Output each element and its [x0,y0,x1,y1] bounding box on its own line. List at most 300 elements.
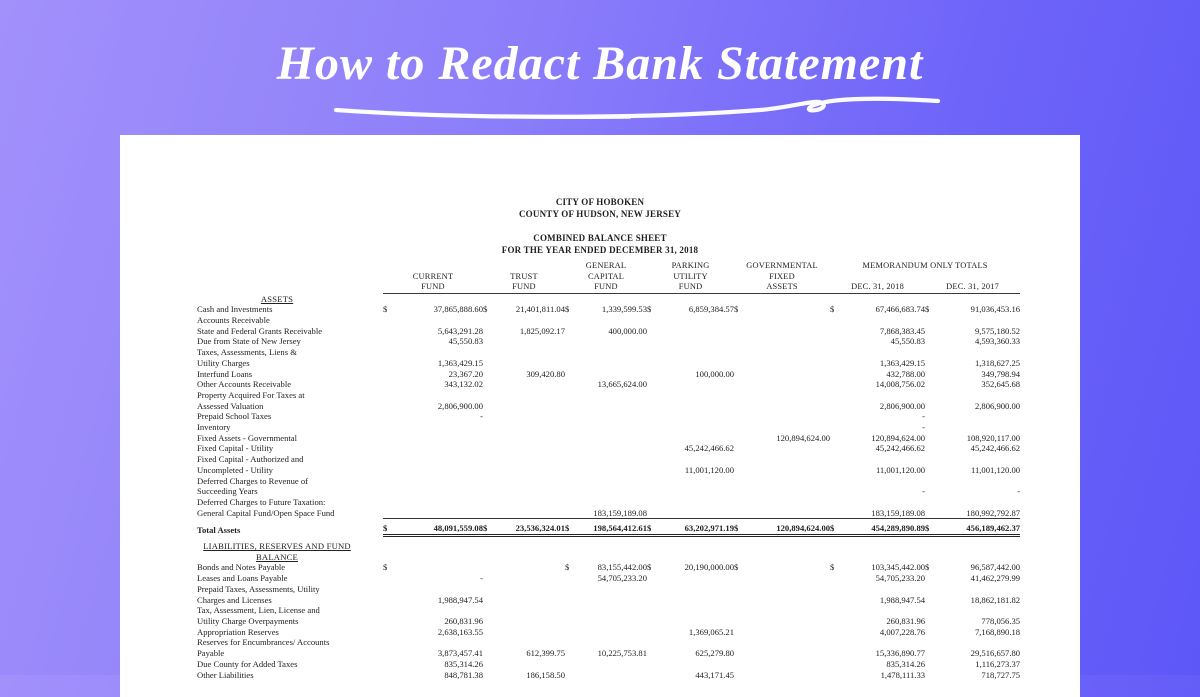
table-row [197,476,1020,487]
cell-value [499,336,565,347]
cell-value: 45,242,466.62 [875,443,926,454]
dollar-sign [734,637,750,648]
dollar-sign [830,637,846,648]
table-body [197,294,1020,681]
row-label: Due County for Added Taxes [197,658,298,669]
column-header: CURRENT [412,271,454,281]
dollar-sign [383,347,399,358]
row-label: Fixed Assets - Governmental [197,432,298,443]
cell-value: 778,056.35 [981,616,1021,626]
dollar-sign [734,315,750,326]
dollar-sign [565,401,581,412]
dollar-sign [830,390,846,401]
dollar-sign [565,595,581,606]
row-label: General Capital Fund/Open Space Fund [197,508,335,519]
dollar-sign [647,497,663,508]
section-heading: ASSETS [260,293,294,304]
dollar-sign [565,648,581,659]
dollar-sign [830,422,846,433]
dollar-sign [830,605,846,616]
dollar-sign [734,358,750,369]
cell-value [750,443,830,454]
balance-sheet-table [197,261,1020,680]
dollar-sign [565,369,581,380]
table-row [197,304,1020,315]
cell-value [846,347,925,358]
cell-value [663,454,734,465]
dollar-sign [734,486,750,497]
dollar-sign [565,605,581,616]
dollar-sign [483,326,499,337]
dollar-sign [734,422,750,433]
cell-value [581,315,647,326]
dollar-sign: $ [565,562,570,573]
cell-value [663,595,734,606]
cell-value [750,648,830,659]
cell-value: 20,190,000.00 [684,562,735,573]
table-row [197,347,1020,358]
dollar-sign: $ [734,562,739,573]
cell-value [846,497,925,508]
cell-value [581,497,647,508]
column-header: DEC. 31, 2018 [830,282,925,293]
row-label: Deferred Charges to Future Taxation: [197,496,326,507]
memo-header: MEMORANDUM ONLY TOTALS [862,261,988,270]
column-header: TRUST [510,271,538,281]
cell-value [581,616,647,627]
dollar-sign [734,508,750,519]
column-header [830,272,925,283]
dollar-sign [647,627,663,638]
row-label: State and Federal Grants Receivable [197,325,323,336]
dollar-sign [483,637,499,648]
cell-value: 260,831.96 [444,616,483,626]
cell-value: 198,564,412.61 [581,523,647,535]
cell-value: 1,116,273.37 [975,658,1021,669]
cell-value [750,573,830,584]
table-row [197,369,1020,380]
cell-value: 18,862,181.82 [970,594,1021,605]
dollar-sign [647,637,663,648]
dollar-sign [647,573,663,584]
dollar-sign: $ [383,304,388,315]
cell-value [941,422,1020,433]
dollar-sign: $ [925,523,941,535]
cell-value [499,659,565,670]
dollar-sign [734,627,750,638]
cell-value: 67,466,683.74 [875,304,926,315]
section-heading: LIABILITIES, RESERVES AND FUND [203,541,351,552]
table-row [197,562,1020,573]
banner [0,0,1200,135]
table-row [197,659,1020,670]
cell-value [399,315,483,326]
dollar-sign [734,584,750,595]
dollar-sign [647,411,663,422]
cell-value [663,422,734,433]
dollar-sign [383,454,399,465]
dollar-sign [647,616,663,627]
column-header: GENERAL [585,261,627,270]
dollar-sign [647,605,663,616]
table-row [197,315,1020,326]
cell-value [750,659,830,670]
table-row [197,508,1020,519]
dollar-sign [565,358,581,369]
table-row [197,358,1020,369]
dollar-sign [483,379,499,390]
dollar-sign [734,326,750,337]
cell-value: 103,345,442.00 [871,562,926,573]
cell-value: 1,478,111.33 [880,669,926,680]
dollar-sign [734,336,750,347]
cell-value [499,508,565,519]
dollar-sign [647,433,663,444]
document-page [120,135,1080,697]
cell-value: 835,314.26 [444,658,483,669]
cell-value [663,390,734,401]
cell-value [399,465,483,476]
cell-value: 260,831.96 [886,616,926,626]
row-fill [383,294,1020,305]
cell-value [663,497,734,508]
cell-value: 96,587,442.00 [970,562,1021,573]
cell-value: 83,155,442.00 [597,562,648,573]
header-spacer [197,261,383,272]
cell-value: - [480,411,483,422]
cell-value: 4,593,360.33 [974,336,1021,347]
cell-value [663,401,734,412]
dollar-sign [483,401,499,412]
row-fill [383,541,1020,552]
cell-value: 54,705,233.20 [597,573,648,584]
dollar-sign [383,627,399,638]
row-label: Property Acquired For Taxes at [197,389,305,400]
column-header [383,261,483,272]
dollar-sign [925,627,941,638]
table-row [197,422,1020,433]
dollar-sign [925,315,941,326]
cell-value: - [922,486,926,497]
dollar-sign [565,486,581,497]
row-label: Inventory [197,422,231,433]
dollar-sign [647,347,663,358]
cell-value [499,627,565,638]
dollar-sign [925,637,941,648]
cell-value [399,637,483,648]
dollar-sign [483,605,499,616]
dollar-sign [483,336,499,347]
row-label: Assessed Valuation [197,400,264,411]
column-header: FIXED [769,271,795,281]
dollar-sign [483,648,499,659]
dollar-sign [383,326,399,337]
dollar-sign [647,326,663,337]
cell-value: 183,159,189.08 [581,508,647,519]
dollar-sign [830,326,846,337]
cell-value [581,411,647,422]
cell-value [941,411,1020,422]
doc-org-name: CITY OF HOBOKEN [555,197,645,207]
cell-value [663,659,734,670]
row-label: Taxes, Assessments, Liens & [197,347,297,358]
cell-value [499,486,565,497]
dollar-sign [925,433,941,444]
cell-value [750,454,830,465]
cell-value: 15,336,890.77 [875,648,926,659]
dollar-sign [483,369,499,380]
cell-value [499,562,565,573]
row-label: Prepaid Taxes, Assessments, Utility [197,583,320,594]
cell-value: 45,550.83 [890,336,926,347]
dollar-sign [565,347,581,358]
dollar-sign [383,369,399,380]
dollar-sign [565,627,581,638]
table-row [197,627,1020,638]
cell-value [663,433,734,444]
dollar-sign [383,465,399,476]
row-label: Tax, Assessment, Lien, License and [197,605,320,616]
dollar-sign [830,627,846,638]
dollar-sign [734,433,750,444]
cell-value: 2,806,900.00 [437,400,483,411]
dollar-sign [830,379,846,390]
row-label: Accounts Receivable [197,315,270,326]
dollar-sign [925,369,941,380]
dollar-sign [565,497,581,508]
cell-value: 13,665,624.00 [597,379,648,390]
header-spacer [197,282,383,293]
dollar-sign [565,379,581,390]
dollar-sign [383,595,399,606]
cell-value [846,390,925,401]
cell-value: - [1017,486,1021,497]
table-row [197,411,1020,422]
dollar-sign [734,347,750,358]
dollar-sign [383,584,399,595]
dollar-sign [483,486,499,497]
cell-value [499,454,565,465]
section-heading-row [197,541,1020,552]
cell-value [941,584,1020,595]
dollar-sign [565,465,581,476]
row-label: Succeeding Years [197,486,258,497]
dollar-sign: $ [565,304,570,315]
dollar-sign [925,508,941,519]
doc-county: COUNTY OF HUDSON, NEW JERSEY [518,208,682,219]
column-header: CAPITAL [587,271,625,281]
cell-value [581,390,647,401]
cell-value: 180,992,792.87 [941,508,1020,519]
cell-value [750,304,830,315]
cell-value [399,476,483,487]
row-label: Reserves for Encumbrances/ Accounts [197,637,330,648]
cell-value [846,637,925,648]
dollar-sign [647,358,663,369]
dollar-sign [647,369,663,380]
row-label: Fixed Capital - Authorized and [197,454,304,465]
cell-value [581,465,647,476]
cell-value [750,379,830,390]
dollar-sign [830,465,846,476]
dollar-sign [647,465,663,476]
dollar-sign [830,616,846,627]
cell-value: 108,920,117.00 [966,432,1021,443]
dollar-sign [925,401,941,412]
cell-value [750,411,830,422]
dollar-sign [565,454,581,465]
dollar-sign [383,336,399,347]
column-headers [197,261,1020,294]
column-header: DEC. 31, 2017 [925,282,1020,293]
dollar-sign [647,315,663,326]
cell-value [750,476,830,487]
row-label: Deferred Charges to Revenue of [197,475,309,486]
column-header: ASSETS [734,282,830,293]
dollar-sign [565,637,581,648]
cell-value: 48,091,559.08 [399,523,483,535]
dollar-sign [383,508,399,519]
cell-value [581,454,647,465]
cell-value: 100,000.00 [695,368,735,379]
cell-value: - [922,411,926,422]
dollar-sign: $ [734,304,739,315]
dollar-sign [647,379,663,390]
cell-value [941,476,1020,487]
dollar-sign [830,443,846,454]
dollar-sign [830,486,846,497]
dollar-sign [647,422,663,433]
cell-value [499,637,565,648]
cell-value: 1,369,065.21 [688,626,735,637]
row-label: Due from State of New Jersey [197,336,301,347]
cell-value: 456,189,462.37 [941,523,1020,535]
cell-value [750,486,830,497]
cell-value: 21,401,811.04 [515,304,565,315]
cell-value [663,326,734,337]
cell-value: 6,859,384.57 [688,304,735,315]
row-fill [383,552,1020,563]
cell-value [663,476,734,487]
dollar-sign [483,562,499,573]
cell-value: 454,289,890.89 [846,523,925,535]
dollar-sign [925,326,941,337]
cell-value [750,605,830,616]
section-heading-row [197,552,1020,563]
dollar-sign [830,508,846,519]
cell-value: 1,988,947.54 [879,594,926,605]
column-header: FUND [383,282,483,293]
dollar-sign: $ [734,523,750,535]
dollar-sign [830,369,846,380]
cell-value [581,486,647,497]
row-label: Leases and Loans Payable [197,573,288,584]
dollar-sign [565,315,581,326]
dollar-sign [383,659,399,670]
dollar-sign [925,379,941,390]
cell-value: 14,008,756.02 [875,379,926,390]
dollar-sign [647,336,663,347]
cell-value: 23,367.20 [448,368,483,379]
cell-value [399,454,483,465]
dollar-sign [483,584,499,595]
row-label: Other Accounts Receivable [197,379,292,390]
cell-value [399,605,483,616]
dollar-sign [565,616,581,627]
cell-value [399,584,483,595]
column-header: FUND [565,282,647,293]
cell-value [499,497,565,508]
cell-value: 45,550.83 [448,336,483,347]
dollar-sign [647,486,663,497]
cell-value [399,562,483,573]
dollar-sign [483,422,499,433]
table-row [197,616,1020,627]
row-label: Utility Charge Overpayments [197,616,299,626]
underline-swoosh-icon [330,90,945,126]
dollar-sign [925,476,941,487]
cell-value [399,486,483,497]
cell-value [941,347,1020,358]
dollar-sign [734,411,750,422]
cell-value: 2,806,900.00 [974,400,1021,411]
dollar-sign [565,476,581,487]
row-label: Utility Charges [197,357,250,368]
dollar-sign [734,443,750,454]
dollar-sign: $ [830,523,846,535]
cell-value: 2,806,900.00 [879,400,926,411]
dollar-sign [383,401,399,412]
dollar-sign [734,390,750,401]
table-row [197,595,1020,606]
cell-value [941,605,1020,616]
dollar-sign [925,411,941,422]
dollar-sign [925,347,941,358]
cell-value: 45,242,466.62 [970,443,1021,454]
cell-value: 4,007,228.76 [879,626,926,637]
dollar-sign [830,358,846,369]
dollar-sign [830,433,846,444]
row-label: Other Liabilities [197,669,254,680]
dollar-sign [830,411,846,422]
cell-value: - [922,422,926,433]
cell-value [941,497,1020,508]
dollar-sign [925,595,941,606]
cell-value: 63,202,971.19 [663,523,734,535]
cell-value [499,315,565,326]
cell-value [581,476,647,487]
cell-value [663,379,734,390]
cell-value [663,605,734,616]
dollar-sign [383,648,399,659]
cell-value [750,497,830,508]
dollar-sign [647,648,663,659]
cell-value: 343,132.02 [444,379,483,390]
cell-value [750,369,830,380]
dollar-sign [483,454,499,465]
dollar-sign [925,584,941,595]
cell-value [663,584,734,595]
dollar-sign [734,595,750,606]
dollar-sign [925,648,941,659]
cell-value [846,605,925,616]
dollar-sign [925,605,941,616]
dollar-sign [565,326,581,337]
dollar-sign [925,465,941,476]
cell-value [581,627,647,638]
cell-value [750,390,830,401]
dollar-sign [830,315,846,326]
